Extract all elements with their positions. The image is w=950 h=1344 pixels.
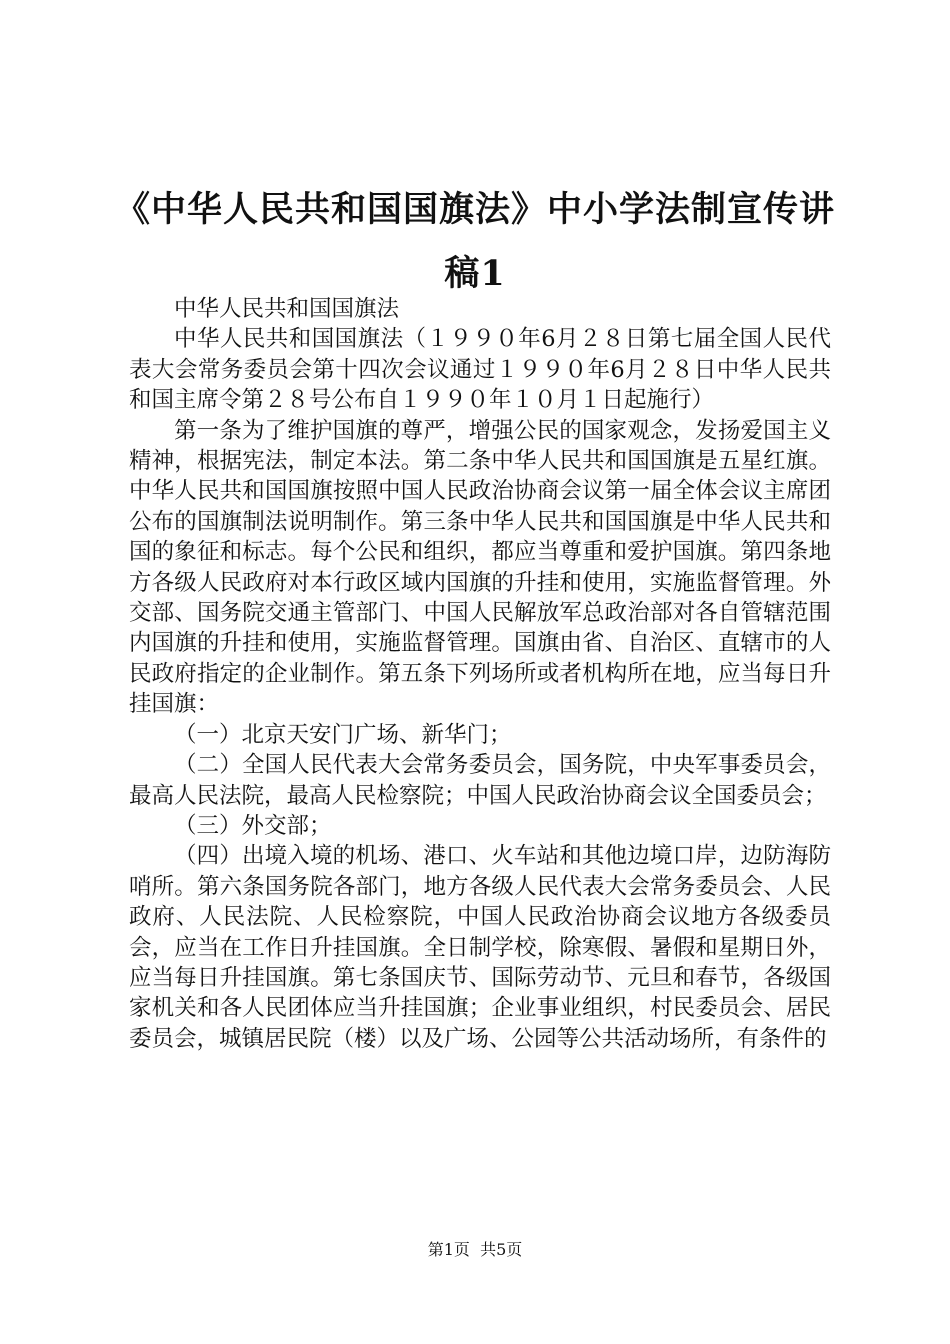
paragraph-enactment-note: 中华人民共和国国旗法（１９９０年6月２８日第七届全国人民代表大会常务委员会第十四次会议通过１９９０年6月２８日中华人民共和国主席令第２８号公布自１９９０年１０月１日起施行） [129, 326, 831, 414]
paragraph-law-name: 中华人民共和国国旗法 [174, 296, 400, 322]
page-number: 第1页 [427, 1240, 470, 1259]
page-footer [0, 1240, 950, 1260]
paragraph-item-1: （一）北京天安门广场、新华门； [174, 721, 512, 748]
footer-separator [470, 1240, 480, 1259]
page-total: 共5页 [480, 1240, 523, 1259]
document-title: 《中华人民共和国国旗法》中小学法制宣传讲稿1 [114, 189, 835, 294]
paragraph-articles-1-5: 第一条为了维护国旗的尊严，增强公民的国家观念，发扬爱国主义精神，根据宪法，制定本法。第二条中华人民共和国国旗是五星红旗。中华人民共和国国旗按照中国人民政治协商会议第一届全体会议主席团公布的国旗制法说明制作。第三条中华人民共和国国旗是中华人民共和国的象征和标志。每个公民和组织，都应当尊重和爱护国旗。第四条地方各级人民政府对本行政区域内国旗的升挂和使用，实施监督管理。外交部、国务院交通主管部门、中国人民解放军总政治部对各自管辖范围内国旗的升挂和使用，实施监督管理。国旗由省、自治区、直辖市的人民政府指定的企业制作。第五条下列场所或者机构所在地，应当每日升挂国旗： [129, 417, 831, 718]
paragraph-item-2: （二）全国人民代表大会常务委员会，国务院，中央军事委员会，最高人民法院，最高人民检察院；中国人民政治协商会议全国委员会； [129, 752, 831, 809]
paragraph-item-4-articles-6-7: （四）出境入境的机场、港口、火车站和其他边境口岸，边防海防哨所。第六条国务院各部门，地方各级人民代表大会常务委员会、人民政府、人民法院、人民检察院，中国人民政治协商会议地方各级委员会，应当在工作日升挂国旗。全日制学校，除寒假、暑假和星期日外，应当每日升挂国旗。第七条国庆节、国际劳动节、元旦和春节，各级国家机关和各人民团体应当升挂国旗；企业事业组织，村民委员会、居民委员会，城镇居民院（楼）以及广场、公园等公共活动场所，有条件的 [129, 843, 831, 1052]
document-body [129, 294, 831, 1054]
paragraph-item-3: （三）外交部； [174, 812, 332, 839]
